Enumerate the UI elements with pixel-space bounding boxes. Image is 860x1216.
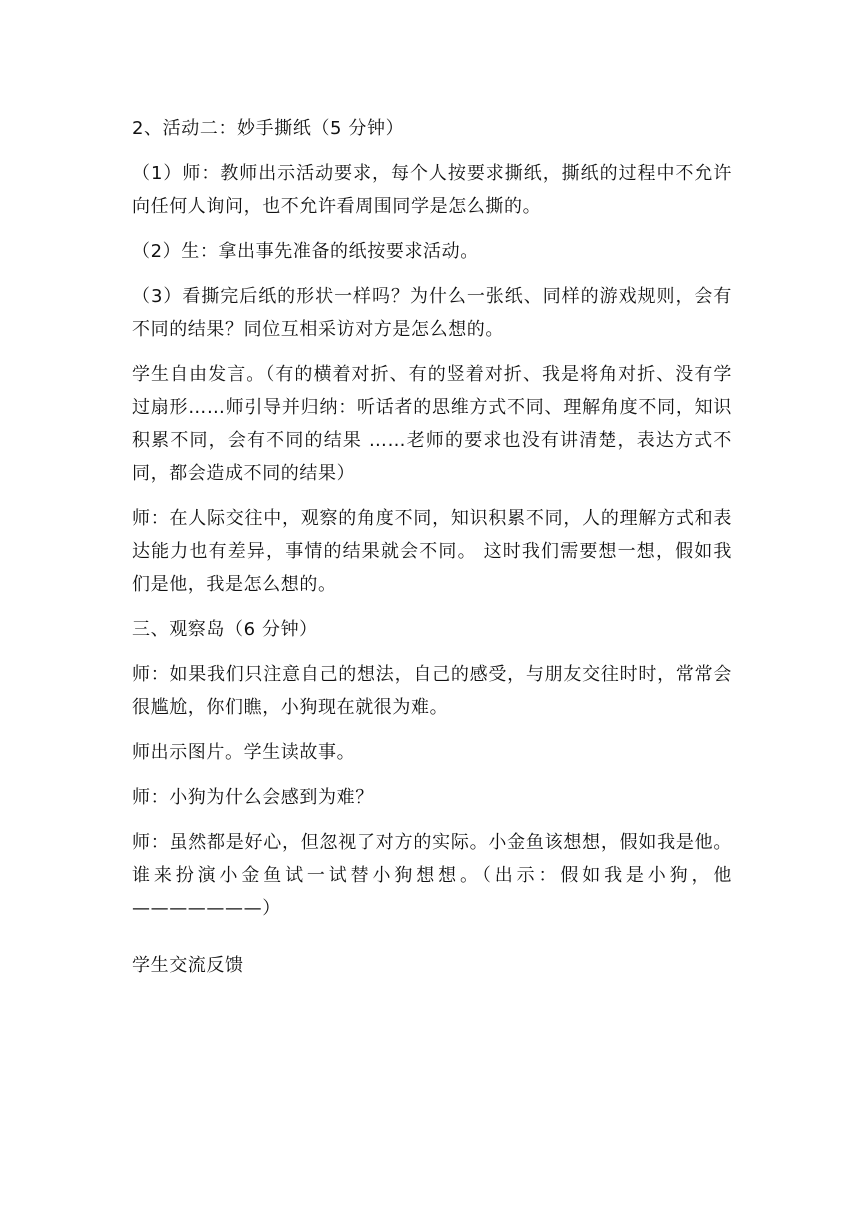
- section-heading-activity-two: 2、活动二：妙手撕纸（5 分钟）: [132, 118, 405, 139]
- paragraph-student-feedback: 学生交流反馈: [132, 955, 244, 976]
- paragraph-teacher-intro: 师：如果我们只注意自己的想法，自己的感受，与朋友交往时时，常常会很尴尬，你们瞧，小狗现在就很为难。: [132, 664, 732, 718]
- paragraph-teacher-roleplay: 师：虽然都是好心，但忽视了对方的实际。小金鱼该想想，假如我是他。谁来扮演小金鱼试一试替小狗想想。（出示：假如我是小狗，他———————）: [132, 832, 732, 919]
- paragraph-step-1: （1）师：教师出示活动要求，每个人按要求撕纸，撕纸的过程中不允许向任何人询问，也不允许看周围同学是怎么撕的。: [132, 163, 732, 217]
- paragraph-teacher-question: 师：小狗为什么会感到为难？: [132, 787, 374, 808]
- paragraph-show-picture: 师出示图片。学生读故事。: [132, 742, 356, 763]
- paragraph-step-2: （2）生：拿出事先准备的纸按要求活动。: [132, 241, 479, 262]
- paragraph-student-responses: 学生自由发言。（有的横着对折、有的竖着对折、我是将角对折、没有学过扇形……师引导并归纳：听话者的思维方式不同、理解角度不同，知识积累不同，会有不同的结果 ……老师的要求也没有讲清楚，表达方式不同，都会造成不同的结果）: [132, 364, 732, 484]
- paragraph-teacher-summary: 师：在人际交往中，观察的角度不同，知识积累不同，人的理解方式和表达能力也有差异，事情的结果就会不同。 这时我们需要想一想，假如我们是他，我是怎么想的。: [132, 508, 732, 595]
- paragraph-step-3: （3）看撕完后纸的形状一样吗？为什么一张纸、同样的游戏规则，会有不同的结果？同位互相采访对方是怎么想的。: [132, 286, 732, 340]
- section-heading-observation-island: 三、观察岛（6 分钟）: [132, 619, 318, 640]
- document-body: [132, 112, 732, 994]
